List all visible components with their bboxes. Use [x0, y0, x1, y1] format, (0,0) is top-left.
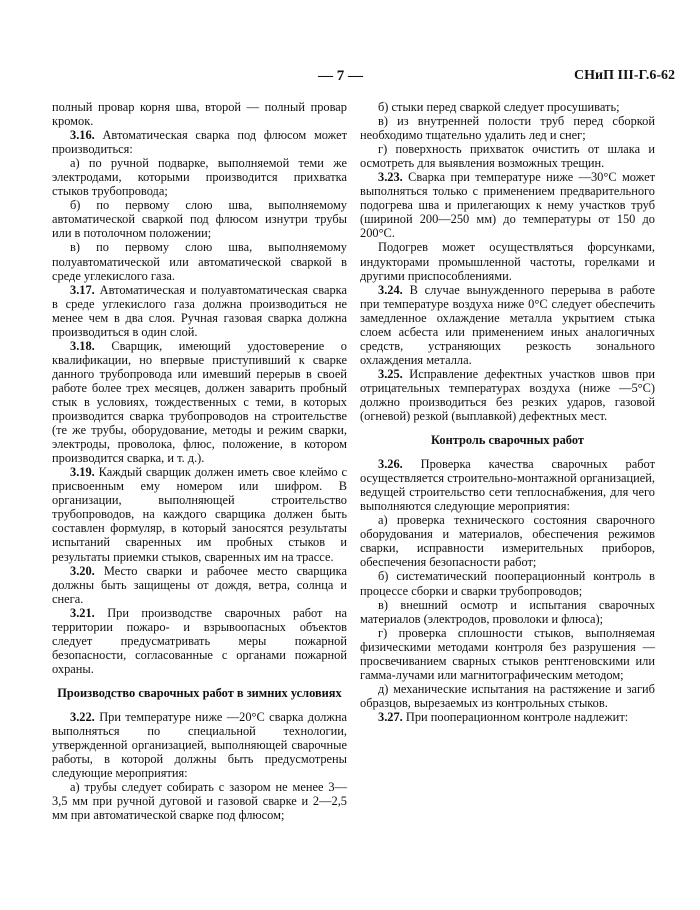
clause-3-27: [360, 710, 655, 724]
clause-3-26: [360, 457, 655, 513]
clause-text: Сварка при температуре ниже —30°С может выполняться только с применением предварительного подогрева шва и прилегающих к нему участков труб (шириной 200—250 мм) до температуры от 150 до 200°С.: [360, 170, 655, 241]
clause-number: 3.16.: [70, 128, 95, 143]
list-item: в) из внутренней полости труб перед сборкой необходимо тщательно удалить лед и снег;: [360, 114, 655, 143]
list-item: б) по первому слою шва, выполняемому автоматической сваркой под флюсом изнутри трубы или в потолочном положении;: [52, 198, 347, 241]
list-item: б) стыки перед сваркой следует просушивать;: [378, 100, 620, 114]
list-item: а) проверка технического состояния сварочного оборудования и материалов, обеспечения режимов сварки, исправности измерительных приборов, обеспечения безопасности работ;: [360, 513, 655, 570]
clause-3-20: [52, 564, 347, 606]
clause-number: 3.23.: [378, 170, 403, 185]
clause-number: 3.18.: [70, 338, 95, 353]
section-heading-winter: Производство сварочных работ в зимних условиях: [57, 685, 342, 700]
page-number: — 7 —: [318, 68, 363, 84]
clause-text: Автоматическая сварка под флюсом может производиться:: [52, 128, 347, 157]
clause-3-18: [52, 339, 347, 465]
clause-text: Проверка качества сварочных работ осуществляется строительно-монтажной организацией, ведущей строительство сети теплоснабжения, для чего выполняются следующие мероприятия:: [360, 457, 655, 514]
clause-text: При пооперационном контроле надлежит:: [402, 709, 629, 724]
clause-3-22: [52, 710, 347, 780]
list-item: а) трубы следует собирать с зазором не менее 3—3,5 мм при ручной дуговой и газовой сварке и 2—2,5 мм при автоматической сварке под флюсом;: [52, 780, 347, 823]
clause-text: При температуре ниже —20°С сварка должна выполняться по специальной технологии, утвержденной организацией, выполняющей сварочные работы, в которой должны быть предусмотрены следующие мероприятия:: [52, 709, 347, 781]
clause-number: 3.21.: [70, 605, 95, 620]
clause-number: 3.22.: [70, 709, 95, 724]
clause-number: 3.24.: [378, 282, 403, 297]
clause-text: Автоматическая и полуавтоматическая сварка в среде углекислого газа должна производиться не менее чем в два слоя. Ручная газовая сварка должна производиться в один слой.: [52, 282, 347, 339]
document-code: СНиП III-Г.6-62: [574, 68, 675, 83]
clause-3-25: [360, 367, 655, 423]
list-item: в) по первому слою шва, выполняемому полуавтоматической или автоматической сваркой в среде углекислого газа.: [52, 240, 347, 283]
clause-3-17: [52, 283, 347, 339]
right-column: [360, 100, 655, 724]
list-item: в) внешний осмотр и испытания сварочных материалов (электродов, проволоки и флюса);: [360, 597, 655, 626]
paragraph: полный провар корня шва, второй — полный провар кромок.: [52, 100, 347, 129]
left-column: [52, 100, 347, 822]
clause-text: В случае вынужденного перерыва в работе при температуре воздуха ниже 0°С следует обеспечить замедленное охлаждение металла укрытием стыка слоем асбеста или применением иных аналогичных средств, устраняющих резкость зонального охлаждения металла.: [360, 282, 655, 367]
paragraph: Подогрев может осуществляться форсунками, индукторами промышленной частоты, горелками и другими приспособлениями.: [360, 240, 655, 283]
clause-3-19: [52, 465, 347, 563]
clause-text: Место сварки и рабочее место сварщика должны быть защищены от дождя, ветра, солнца и снега.: [52, 563, 347, 606]
section-heading-control: Контроль сварочных работ: [431, 433, 584, 448]
clause-number: 3.17.: [70, 282, 95, 297]
clause-3-23: [360, 170, 655, 240]
clause-3-21: [52, 606, 347, 676]
list-item: д) механические испытания на растяжение и загиб образцов, вырезаемых из контрольных стыков.: [360, 681, 655, 710]
clause-number: 3.26.: [378, 457, 403, 472]
list-item: а) по ручной подварке, выполняемой теми же электродами, которыми производится прихватка стыков трубопровода;: [52, 156, 347, 199]
clause-text: Сварщик, имеющий удостоверение о квалификации, но впервые приступивший к сварке данного трубопровода или имевший перерыв в своей работе более трех месяцев, должен заварить пробный стык в условиях, тождественных с теми, в которых производится сварка трубопроводов на строительстве (те же трубы, оборудование, методы и режим сварки, электроды, проволока, флюс, положение, в котором производится сварка, и т. д.).: [52, 338, 347, 466]
clause-text: Исправление дефектных участков швов при отрицательных температурах воздуха (ниже —5°С) должно производиться без резких ударов, газовой (огневой) резкой (выплавкой) дефектных мест.: [360, 366, 655, 424]
list-item: г) проверка сплошности стыков, выполняемая физическими методами контроля без разрушения — просвечиванием сварных стыков рентгеновскими или гамма-лучами или магнитографическим методом;: [360, 625, 655, 682]
clause-number: 3.19.: [70, 465, 95, 480]
clause-text: Каждый сварщик должен иметь свое клеймо с присвоенным ему номером или шифром. В организации, выполняющей строительство трубопроводов, на каждого сварщика должен быть составлен формуляр, в который заносятся результаты испытаний сваренных им пробных стыков и результаты приемки стыков, сваренных им на трассе.: [52, 465, 347, 564]
clause-number: 3.25.: [378, 366, 403, 381]
clause-number: 3.20.: [70, 563, 95, 578]
list-item: б) систематический пооперационный контроль в процессе сборки и сварки трубопроводов;: [360, 569, 655, 598]
list-item: г) поверхность прихваток очистить от шлака и осмотреть для выявления возможных трещин.: [360, 142, 655, 171]
clause-3-16: [52, 128, 347, 156]
clause-number: 3.27.: [378, 709, 403, 724]
clause-3-24: [360, 283, 655, 367]
clause-text: При производстве сварочных работ на территории пожаро- и взрывоопасных объектов следует предусматривать меры пожарной безопасности, согласованные с органами пожарной охраны.: [52, 605, 347, 676]
page-header: [0, 68, 700, 88]
